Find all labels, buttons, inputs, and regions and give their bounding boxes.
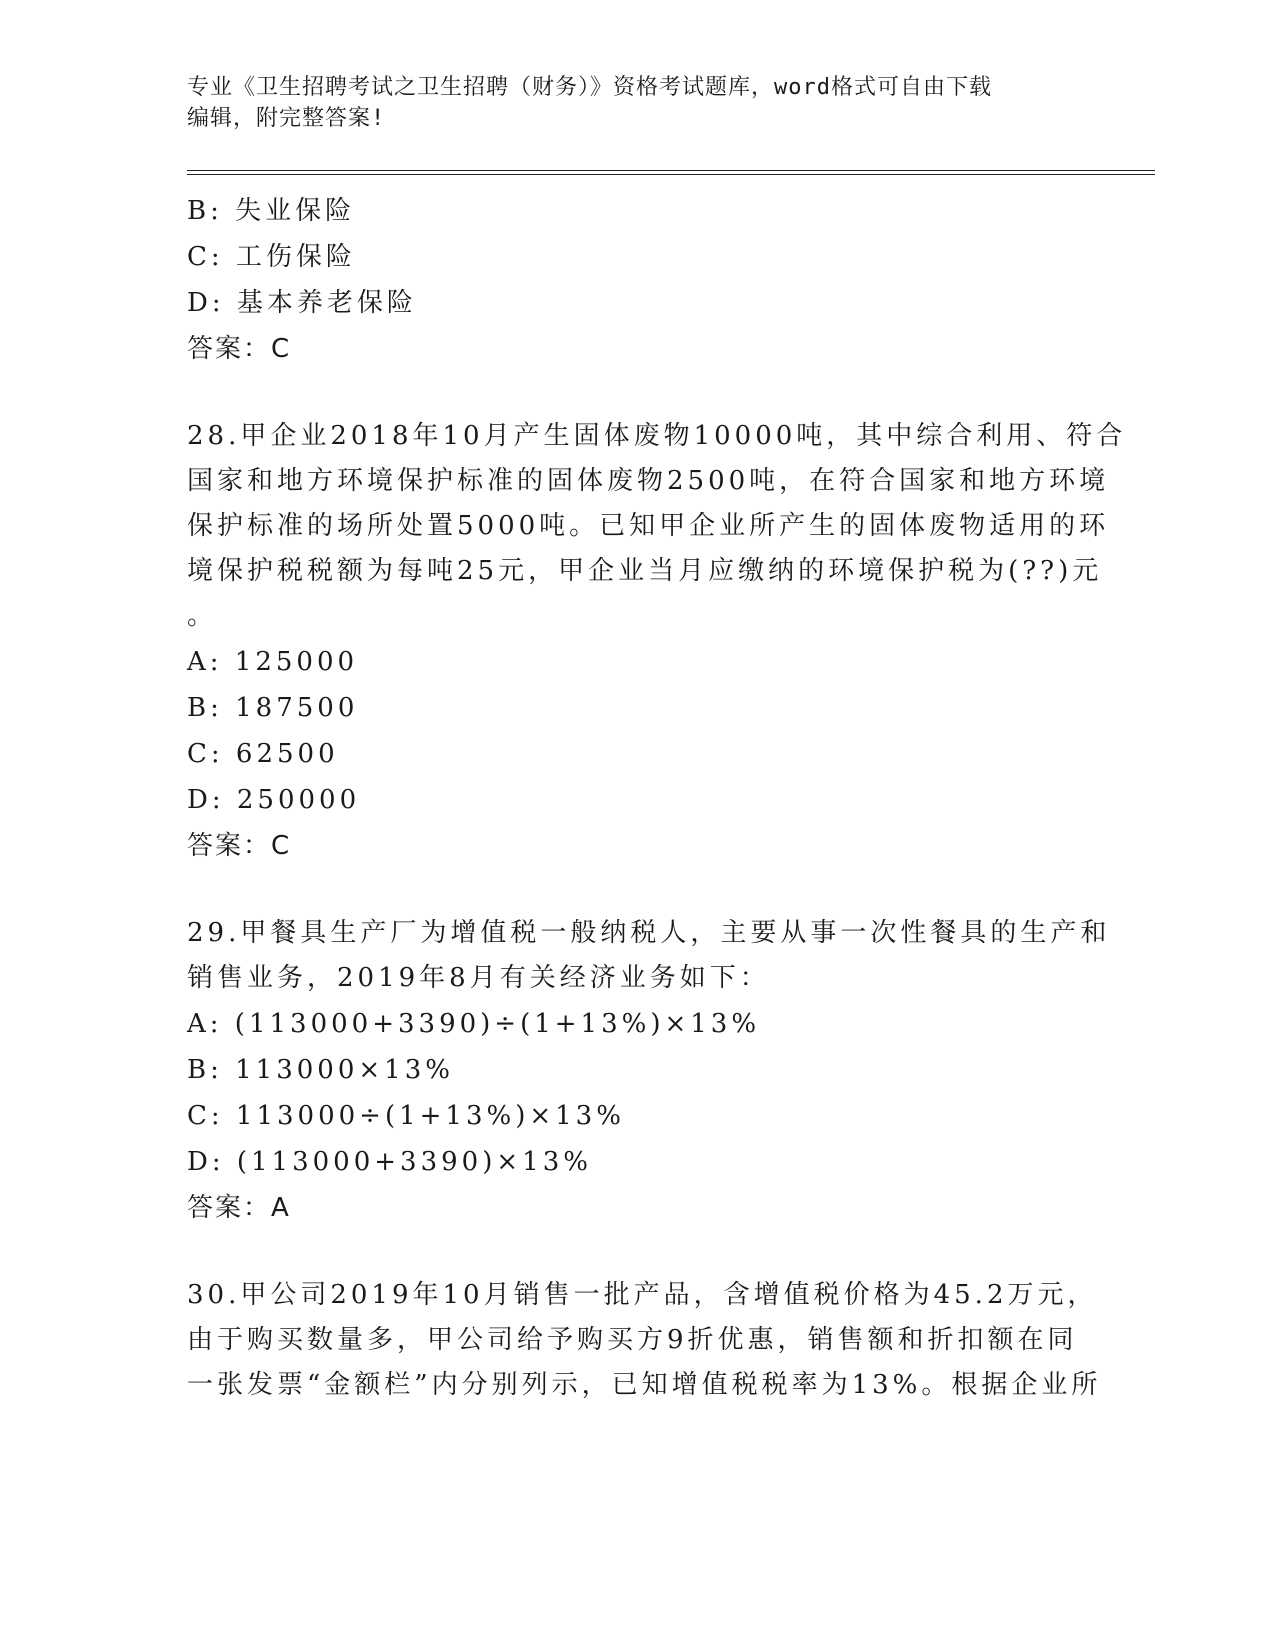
question-28-options — [187, 639, 1097, 823]
question-30-text — [187, 1273, 1102, 1408]
question-27-answer: 答案：C — [187, 334, 292, 364]
option-b: B: 187500 — [187, 693, 359, 723]
option-c: C: 62500 — [187, 739, 339, 769]
question-text-line: 28.甲企业2018年10月产生固体废物10000吨，其中综合利用、符合 — [187, 421, 1127, 451]
option-a: A: (113000+3390)÷(1+13%)×13% — [187, 1009, 761, 1039]
question-text-line: 境保护税税额为每吨25元，甲企业当月应缴纳的环境保护税为(??)元 — [187, 556, 1103, 586]
option-c: C: 113000÷(1+13%)×13% — [187, 1101, 625, 1131]
option-b: B: 失业保险 — [187, 196, 356, 226]
option-d: D: (113000+3390)×13% — [187, 1147, 592, 1177]
question-29-options — [187, 1001, 1097, 1185]
question-text-line: 29.甲餐具生产厂为增值税一般纳税人，主要从事一次性餐具的生产和 — [187, 918, 1111, 948]
header-line-1: 专业《卫生招聘考试之卫生招聘（财务）》资格考试题库，word格式可自由下载 — [187, 75, 992, 100]
option-c: C: 工伤保险 — [187, 242, 356, 272]
question-text-line: 一张发票“金额栏”内分别列示，已知增值税税率为13%。根据企业所 — [187, 1370, 1102, 1400]
question-27-options — [187, 188, 1097, 326]
question-text-line: 由于购买数量多，甲公司给予购买方9折优惠，销售额和折扣额在同 — [187, 1325, 1078, 1355]
question-text-line: 国家和地方环境保护标准的固体废物2500吨，在符合国家和地方环境 — [187, 466, 1110, 496]
question-text-line: 。 — [187, 601, 218, 631]
question-text-line: 30.甲公司2019年10月销售一批产品，含增值税价格为45.2万元， — [187, 1280, 1098, 1310]
option-b: B: 113000×13% — [187, 1055, 454, 1085]
question-text-line: 销售业务，2019年8月有关经济业务如下： — [187, 963, 770, 993]
question-28-text — [187, 414, 1127, 639]
header-line-2: 编辑，附完整答案! — [187, 106, 386, 131]
option-a: A: 125000 — [187, 647, 359, 677]
question-text-line: 保护标准的场所处置5000吨。已知甲企业所产生的固体废物适用的环 — [187, 511, 1110, 541]
question-content — [187, 188, 1127, 1408]
header-rule-top — [187, 170, 1155, 171]
question-29-text — [187, 911, 1111, 1001]
question-29-answer: 答案：A — [187, 1193, 291, 1223]
option-d: D: 基本养老保险 — [187, 288, 417, 318]
question-28-answer: 答案：C — [187, 831, 292, 861]
header-rule-bottom — [187, 174, 1155, 175]
document-header — [187, 72, 1087, 134]
option-d: D: 250000 — [187, 785, 361, 815]
